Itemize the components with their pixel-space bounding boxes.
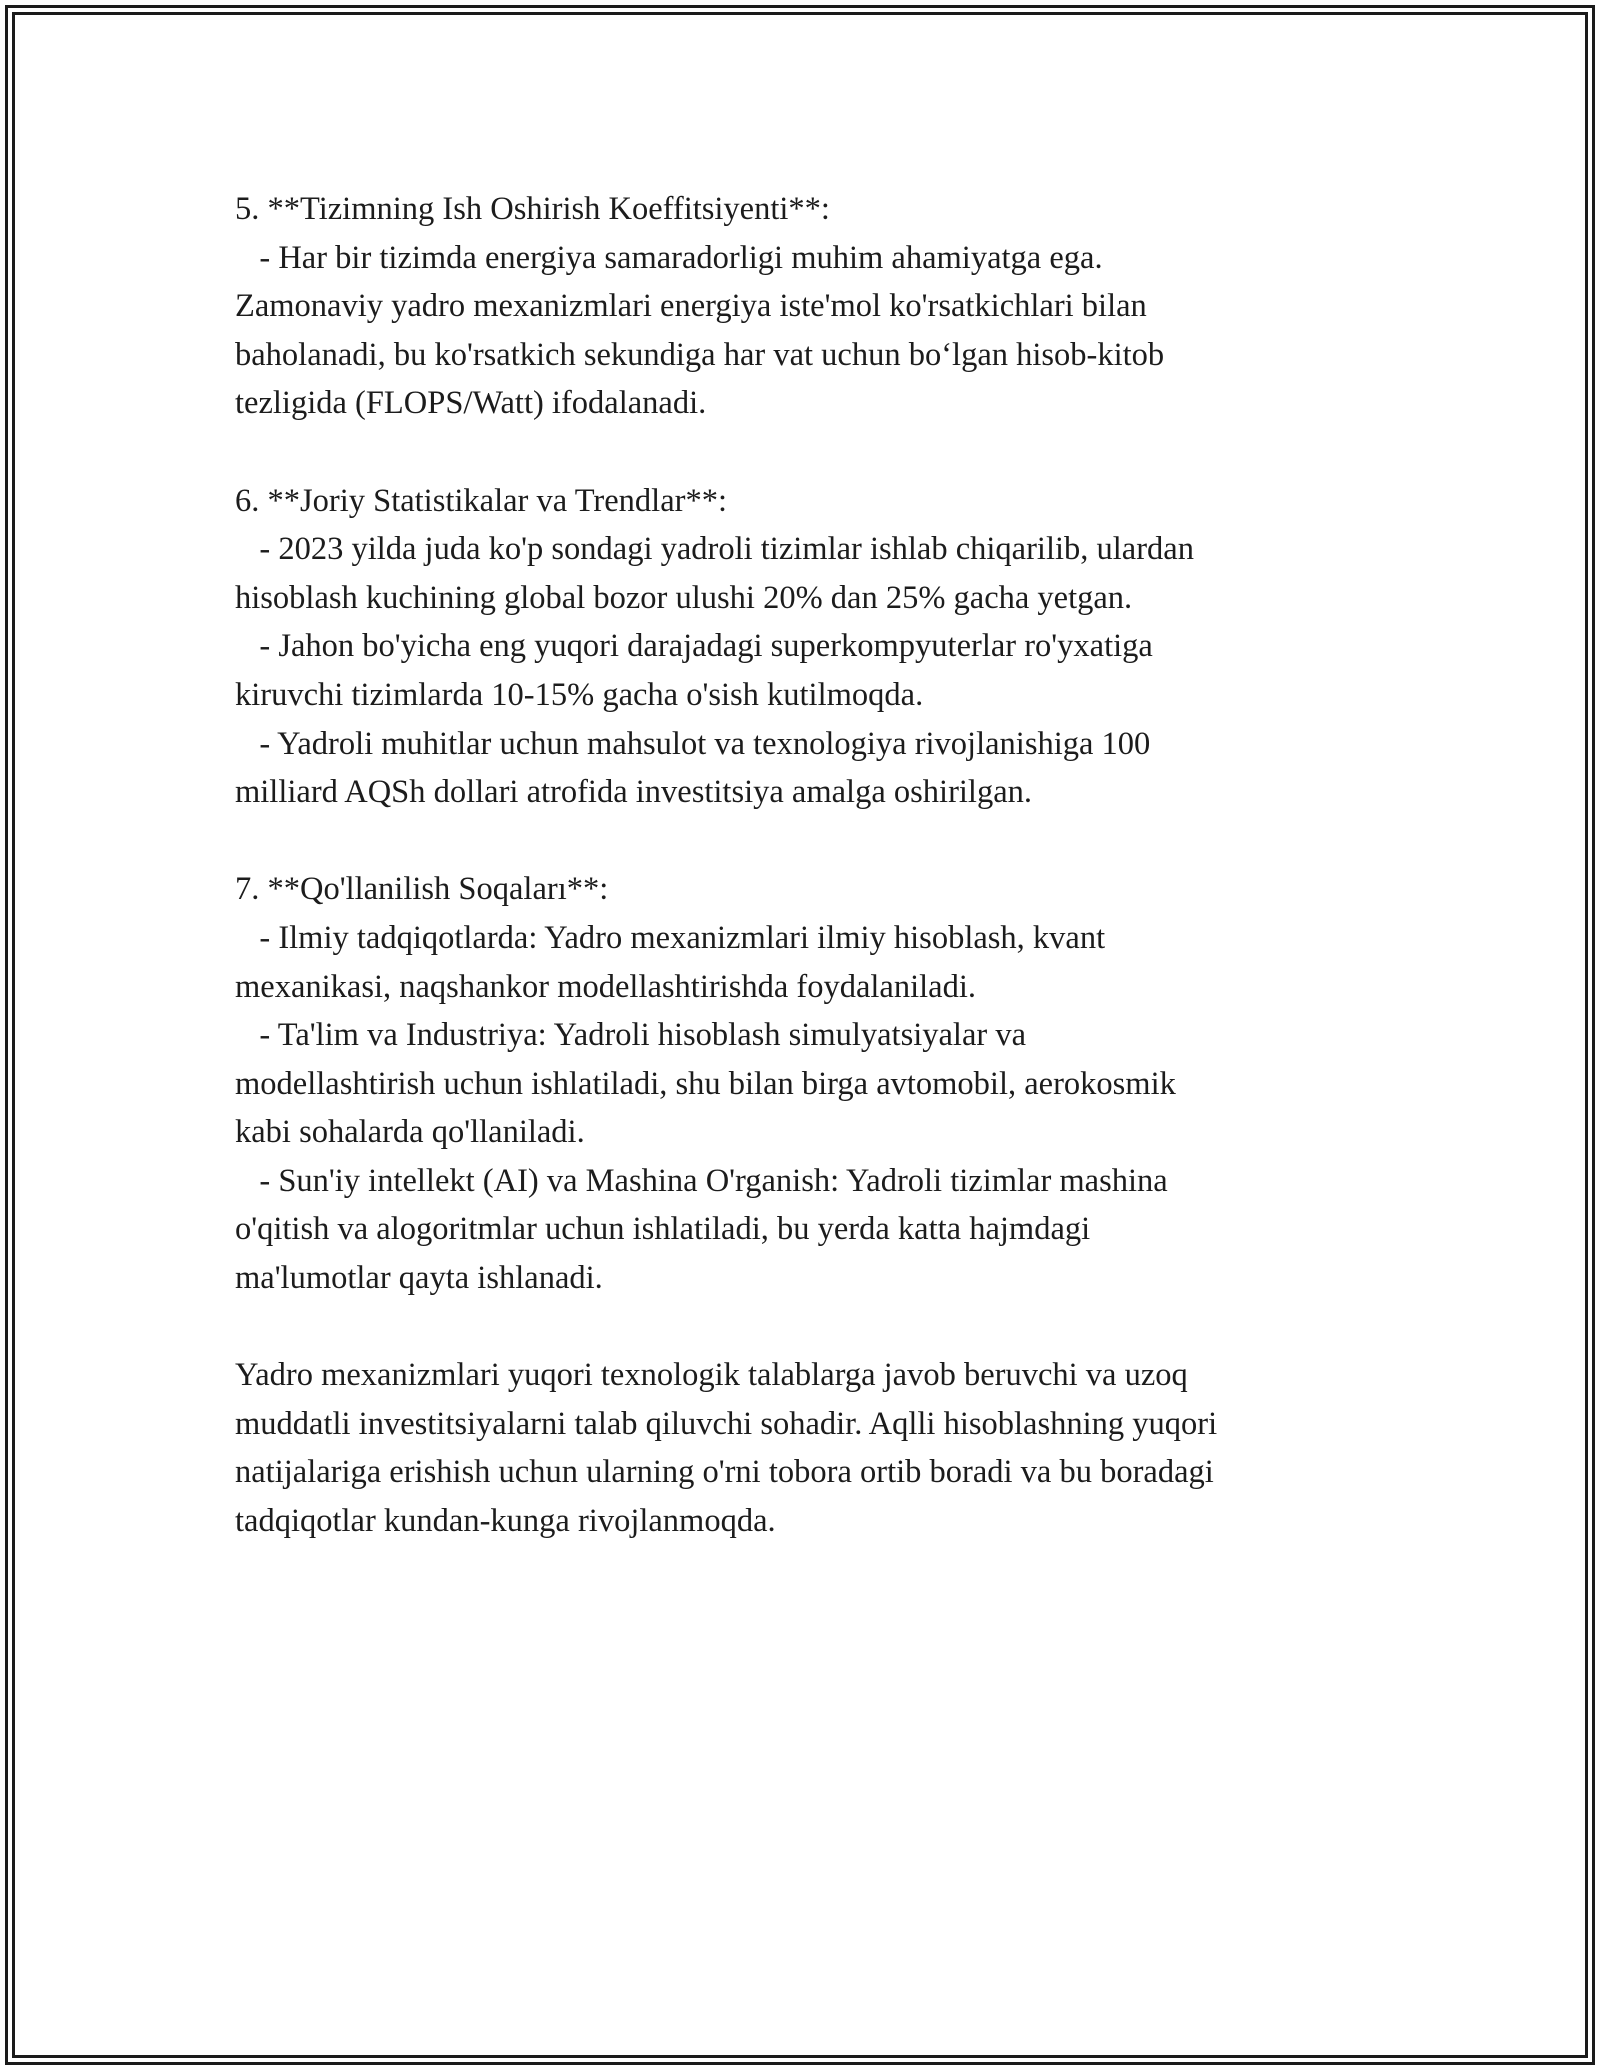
- section-heading: 7. **Qo'llanilish Soqaları**:: [235, 871, 609, 908]
- section-heading: 5. **Tizimning Ish Oshirish Koeffitsiyenti**:: [235, 191, 830, 227]
- text-line: Zamonaviy yadro mexanizmlari energiya iste'mol ko'rsatkichlari bilan: [235, 288, 1147, 325]
- text-line: Yadro mexanizmlari yuqori texnologik talablarga javob beruvchi va uzoq: [235, 1357, 1188, 1394]
- text-line: - Yadroli muhitlar uchun mahsulot va texnologiya rivojlanishiga 100: [235, 725, 1151, 762]
- paragraph-gap: [235, 1303, 1415, 1352]
- text-line: tadqiqotlar kundan-kunga rivojlanmoqda.: [235, 1503, 776, 1540]
- paragraph-gap: [235, 428, 1415, 477]
- text-line: baholanadi, bu ko'rsatkich sekundiga har vat uchun bo‘lgan hisob-kitob: [235, 336, 1165, 373]
- document-body: [235, 185, 1415, 1546]
- section-6-statistics-trends: [235, 477, 1415, 817]
- text-line: - Ilmiy tadqiqotlarda: Yadro mexanizmlari ilmiy hisoblash, kvant: [235, 919, 1106, 956]
- text-line: milliard AQSh dollari atrofida investitsiya amalga oshirilgan.: [235, 774, 1032, 811]
- section-7-application-areas: [235, 865, 1415, 1302]
- paragraph-gap: [235, 817, 1415, 866]
- section-heading: 6. **Joriy Statistikalar va Trendlar**:: [235, 482, 727, 519]
- text-line: tezligida (FLOPS/Watt) ifodalanadi.: [235, 385, 707, 422]
- text-line: mexanikasi, naqshankor modellashtirishda foydalaniladi.: [235, 968, 976, 1005]
- text-line: - 2023 yilda juda ko'p sondagi yadroli tizimlar ishlab chiqarilib, ulardan: [235, 531, 1194, 568]
- section-5-energy-efficiency: [235, 185, 1415, 428]
- text-line: muddatli investitsiyalarni talab qiluvchi sohadir. Aqlli hisoblashning yuqori: [235, 1405, 1218, 1442]
- text-line: kabi sohalarda qo'llaniladi.: [235, 1114, 585, 1151]
- text-line: - Sun'iy intellekt (AI) va Mashina O'rganish: Yadroli tizimlar mashina: [235, 1162, 1168, 1199]
- text-line: - Har bir tizimda energiya samaradorligi muhim ahamiyatga ega.: [235, 239, 1103, 276]
- text-line: - Jahon bo'yicha eng yuqori darajadagi superkompyuterlar ro'yxatiga: [235, 628, 1153, 665]
- conclusion-paragraph: [235, 1351, 1415, 1545]
- text-line: ma'lumotlar qayta ishlanadi.: [235, 1260, 603, 1297]
- text-line: kiruvchi tizimlarda 10-15% gacha o'sish kutilmoqda.: [235, 676, 924, 713]
- text-line: - Ta'lim va Industriya: Yadroli hisoblash simulyatsiyalar va: [235, 1017, 1027, 1054]
- text-line: hisoblash kuchining global bozor ulushi 20% dan 25% gacha yetgan.: [235, 579, 1133, 616]
- text-line: o'qitish va alogoritmlar uchun ishlatiladi, bu yerda katta hajmdagi: [235, 1211, 1091, 1248]
- text-line: natijalariga erishish uchun ularning o'rni tobora ortib boradi va bu boradagi: [235, 1454, 1214, 1491]
- text-line: modellashtirish uchun ishlatiladi, shu bilan birga avtomobil, aerokosmik: [235, 1065, 1176, 1102]
